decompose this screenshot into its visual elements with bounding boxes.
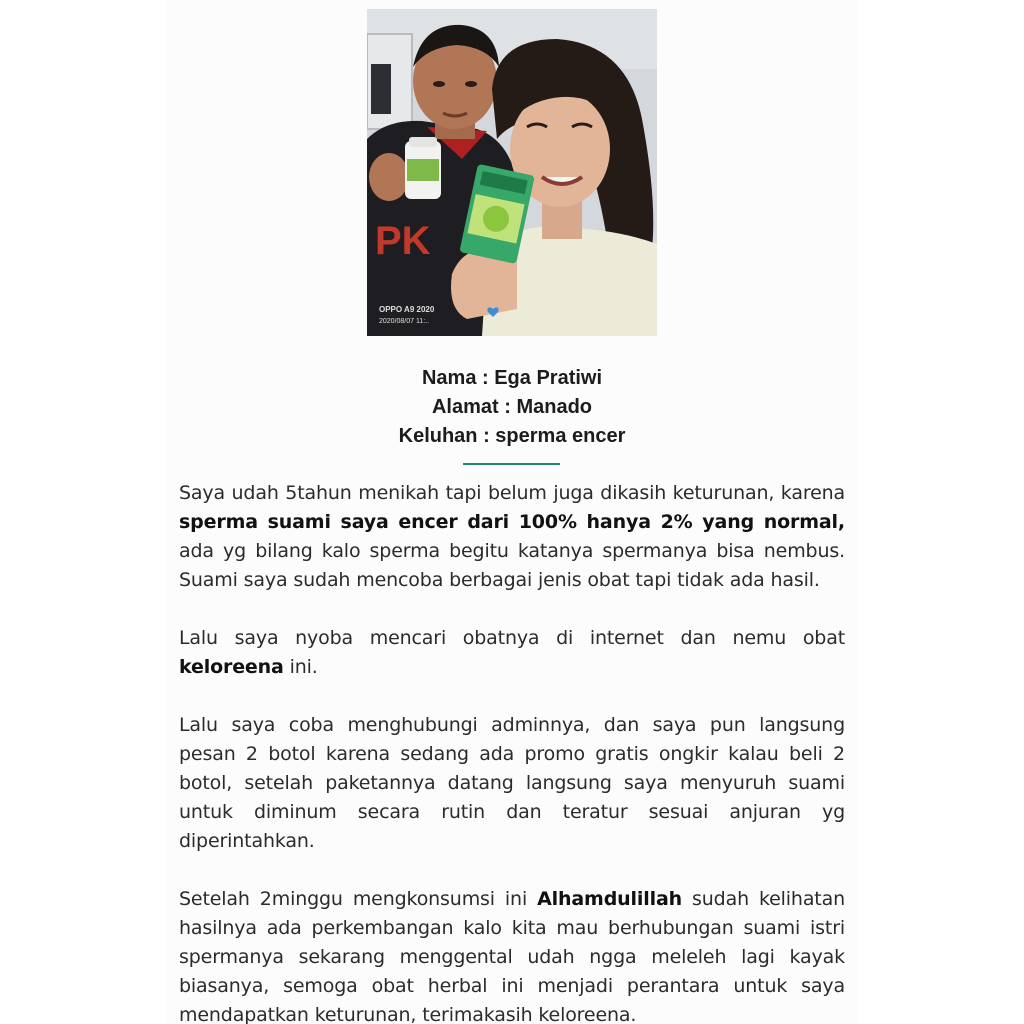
customer-address: Alamat : Manado [431,396,593,418]
customer-complaint: Keluhan : sperma encer [398,425,626,447]
product-name: keloreena [179,656,284,678]
story-paragraph-3: Lalu saya coba menghubungi adminnya, dan saya pun langsung pesan 2 botol karena sedang ada promo gratis ongkir kalau beli 2 botol, setelah paketannya datang langsung saya menyuruh suami untuk diminum secara rutin dan teratur sesuai anjuran yg diperintahkan. [179,714,845,852]
camera-watermark-line1: OPPO A9 2020 [379,305,435,314]
story-text: Lalu saya nyoba mencari obatnya di internet dan nemu obat [179,627,845,649]
customer-name: Nama : Ega Pratiwi [421,367,603,389]
story-paragraph-1 [179,479,845,595]
testimonial-info [165,364,859,451]
testimonial-photo [367,9,657,336]
story-highlight: sperma suami saya encer dari 100% hanya 2% yang normal, [179,511,845,533]
story-text: Setelah 2minggu mengkonsumsi ini [179,888,538,910]
shirt-print: PK [375,219,431,263]
story-text: sudah kelihatan hasilnya ada perkembangan kalo kita mau berhubungan suami istri spermanya sekarang menggental udah ngga meleleh lagi kayak biasanya, semoga obat herbal ini menjadi perantara untuk saya mendapatkan keturunan, terimakasih keloreena. [179,888,845,1024]
story-text: ada yg bilang kalo sperma begitu katanya spermanya bisa nembus. Suami saya sudah mencoba berbagai jenis obat tapi tidak ada hasil. [179,540,845,591]
story-highlight: Alhamdulillah [537,888,683,910]
story-text: Saya udah 5tahun menikah tapi belum juga dikasih keturunan, karena [179,482,845,504]
story-paragraph-2 [179,624,845,682]
section-divider [463,463,560,465]
story-text: ini. [283,656,318,678]
story-paragraph-4 [179,885,845,1024]
camera-watermark-line2: 2020/08/07 11:.. [379,318,430,325]
testimonial-story [179,479,845,1024]
